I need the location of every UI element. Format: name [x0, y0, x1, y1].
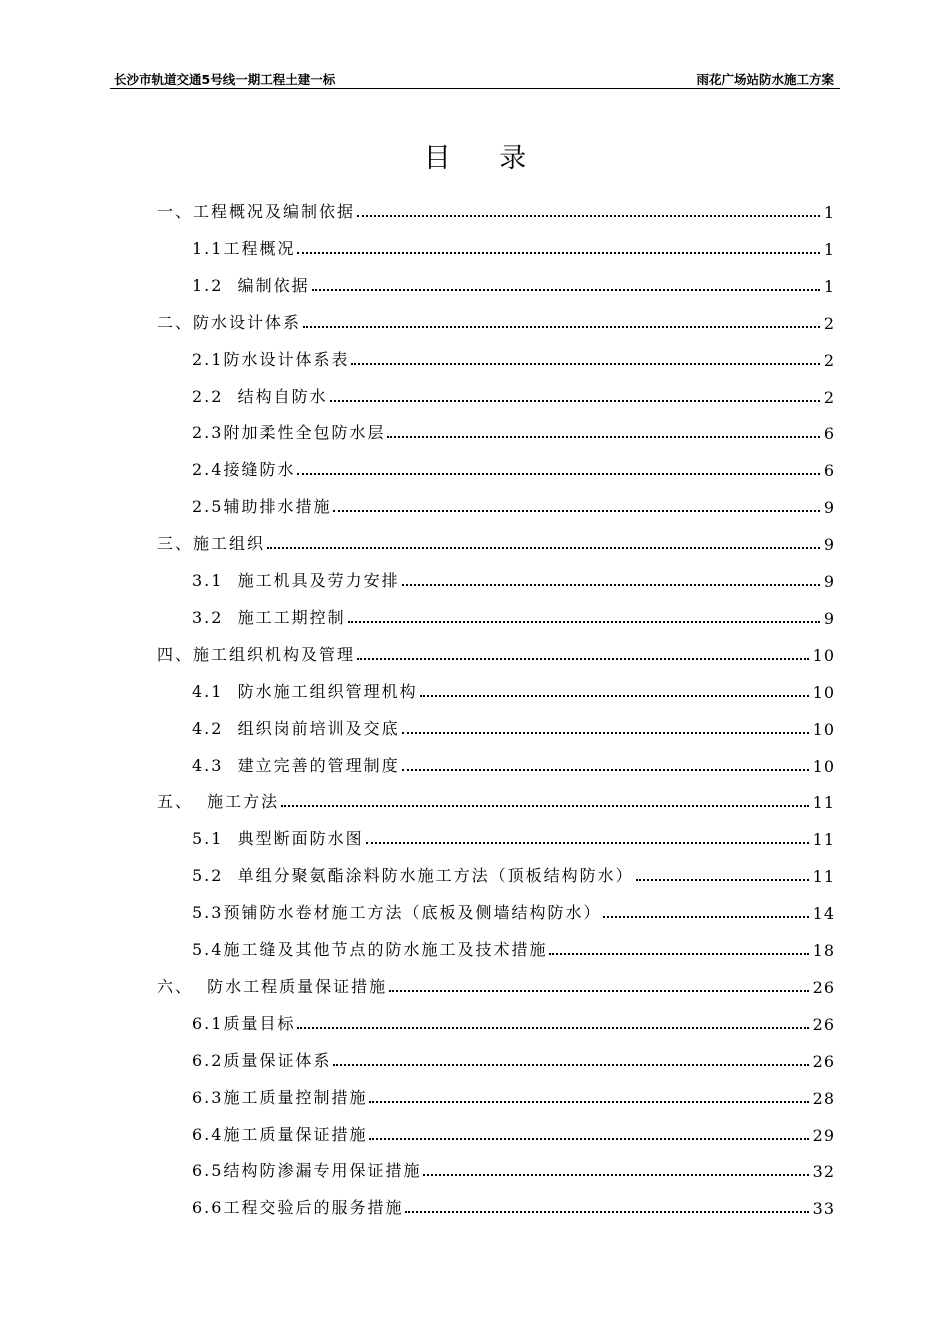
toc-dot-leader — [423, 1173, 808, 1176]
toc-dot-leader — [387, 435, 819, 438]
toc-entry[interactable] — [0, 752, 950, 776]
toc-entry-title: 4.3 建立完善的管理制度 — [192, 755, 400, 775]
toc-entry-title: 1.2 编制依据 — [192, 275, 310, 295]
toc-entry-page-number: 32 — [812, 1162, 835, 1182]
toc-dot-leader — [402, 583, 820, 586]
toc-entry[interactable] — [0, 715, 950, 739]
header-project-name: 长沙市轨道交通5号线一期工程土建一标 — [114, 72, 336, 87]
toc-entry-page-number: 10 — [812, 645, 835, 665]
toc-entry[interactable] — [0, 604, 950, 628]
toc-entry[interactable] — [0, 973, 950, 997]
toc-dot-leader — [402, 731, 809, 734]
toc-entry[interactable] — [0, 530, 950, 554]
toc-dot-leader — [351, 362, 819, 365]
toc-entry-title: 三、施工组织 — [157, 534, 266, 554]
toc-entry-title: 二、防水设计体系 — [157, 312, 302, 332]
toc-dot-leader — [312, 288, 820, 291]
toc-entry-title: 6.3施工质量控制措施 — [192, 1087, 368, 1107]
toc-entry-page-number: 1 — [823, 276, 835, 296]
toc-entry-page-number: 26 — [812, 977, 835, 997]
toc-entry-page-number: 9 — [823, 535, 835, 555]
toc-entry-page-number: 9 — [823, 572, 835, 591]
toc-entry-title: 6.6工程交验后的服务措施 — [192, 1198, 404, 1218]
toc-entry[interactable] — [0, 493, 950, 517]
toc-entry[interactable] — [0, 1010, 950, 1034]
toc-entry[interactable] — [0, 1047, 950, 1071]
toc-entry-title: 2.2 结构自防水 — [192, 386, 328, 406]
toc-entry-page-number: 1 — [823, 203, 835, 222]
toc-entry-title: 5.1 典型断面防水图 — [192, 829, 364, 849]
toc-entry[interactable] — [0, 419, 950, 443]
toc-entry[interactable] — [0, 899, 950, 923]
toc-entry-title: 6.1质量目标 — [192, 1013, 296, 1033]
toc-dot-leader — [369, 1100, 808, 1103]
toc-entry[interactable] — [0, 788, 950, 812]
toc-dot-leader — [603, 915, 808, 918]
toc-entry-page-number: 1 — [823, 239, 835, 259]
toc-entry-page-number: 14 — [812, 904, 835, 924]
toc-entry-page-number: 11 — [812, 830, 835, 850]
toc-dot-leader — [303, 325, 820, 328]
toc-entry-title: 2.5辅助排水措施 — [192, 497, 332, 517]
toc-entry[interactable] — [0, 567, 950, 591]
toc-entry-page-number: 11 — [812, 793, 835, 813]
toc-entry-title: 六、 防水工程质量保证措施 — [157, 976, 388, 996]
toc-entry[interactable] — [0, 1194, 950, 1218]
toc-entry-page-number: 10 — [812, 719, 835, 739]
toc-entry[interactable] — [0, 309, 950, 333]
toc-entry-page-number: 9 — [823, 608, 835, 628]
toc-entry-title: 2.3附加柔性全包防水层 — [192, 423, 386, 443]
toc-dot-leader — [389, 989, 808, 992]
toc-dot-leader — [297, 251, 819, 254]
toc-entry-page-number: 9 — [823, 498, 835, 518]
toc-entry-page-number: 2 — [823, 350, 835, 370]
toc-entry-page-number: 6 — [823, 424, 835, 444]
page-title: 目 录 — [423, 143, 547, 174]
toc-entry-page-number: 29 — [812, 1125, 835, 1145]
toc-entry-title: 6.5结构防渗漏专用保证措施 — [192, 1161, 422, 1181]
toc-entry-title: 6.4施工质量保证措施 — [192, 1124, 368, 1144]
toc-entry[interactable] — [0, 678, 950, 702]
toc-entry-page-number: 33 — [812, 1199, 835, 1219]
toc-dot-leader — [366, 841, 809, 844]
toc-entry[interactable] — [0, 825, 950, 849]
toc-dot-leader — [348, 620, 820, 623]
toc-entry-page-number: 26 — [812, 1051, 835, 1071]
toc-dot-leader — [402, 768, 809, 771]
toc-entry-title: 3.1 施工机具及劳力安排 — [192, 571, 400, 590]
toc-dot-leader — [297, 472, 819, 475]
toc-dot-leader — [369, 1137, 808, 1140]
toc-dot-leader — [357, 657, 809, 660]
toc-dot-leader — [297, 1026, 808, 1029]
toc-dot-leader — [267, 546, 820, 549]
toc-entry-title: 4.1 防水施工组织管理机构 — [192, 681, 418, 701]
toc-entry-page-number: 6 — [823, 461, 835, 481]
toc-entry-title: 1.1工程概况 — [192, 238, 296, 258]
toc-entry[interactable] — [0, 235, 950, 259]
toc-entry[interactable] — [0, 456, 950, 480]
toc-entry-title: 五、 施工方法 — [157, 792, 280, 812]
toc-entry-page-number: 28 — [812, 1088, 835, 1108]
toc-entry-title: 5.2 单组分聚氨酯涂料防水施工方法（顶板结构防水） — [192, 866, 634, 886]
toc-entry-page-number: 26 — [812, 1014, 835, 1034]
toc-entry-title: 四、施工组织机构及管理 — [157, 644, 356, 664]
toc-entry-page-number: 10 — [812, 756, 835, 776]
toc-entry-title: 一、工程概况及编制依据 — [157, 202, 356, 221]
toc-dot-leader — [281, 804, 808, 807]
toc-entry-title: 2.4接缝防水 — [192, 460, 296, 480]
toc-entry[interactable] — [0, 383, 950, 407]
toc-entry[interactable] — [0, 1084, 950, 1108]
toc-entry-title: 5.4施工缝及其他节点的防水施工及技术措施 — [192, 940, 548, 959]
toc-entry[interactable] — [0, 936, 950, 960]
toc-entry-title: 2.1防水设计体系表 — [192, 349, 350, 369]
toc-entry-page-number: 10 — [812, 682, 835, 702]
toc-entry-title: 6.2质量保证体系 — [192, 1050, 332, 1070]
header-document-name: 雨花广场站防水施工方案 — [696, 72, 834, 87]
toc-dot-leader — [333, 1063, 808, 1066]
toc-entry[interactable] — [0, 1157, 950, 1181]
toc-entry-title: 3.2 施工工期控制 — [192, 607, 346, 627]
toc-dot-leader — [549, 952, 808, 955]
toc-dot-leader — [636, 878, 809, 881]
toc-entry-title: 5.3预铺防水卷材施工方法（底板及侧墙结构防水） — [192, 903, 602, 923]
toc-entry[interactable] — [0, 1121, 950, 1145]
toc-dot-leader — [420, 694, 809, 697]
toc-dot-leader — [333, 509, 819, 512]
toc-dot-leader — [405, 1210, 808, 1213]
toc-entry-page-number: 2 — [823, 313, 835, 333]
toc-entry-page-number: 18 — [812, 941, 835, 960]
toc-entry-page-number: 2 — [823, 387, 835, 407]
toc-entry[interactable] — [0, 862, 950, 886]
toc-entry[interactable] — [0, 198, 950, 222]
toc-entry[interactable] — [0, 346, 950, 370]
toc-entry-page-number: 11 — [812, 867, 835, 887]
toc-dot-leader — [330, 399, 820, 402]
toc-entry-title: 4.2 组织岗前培训及交底 — [192, 718, 400, 738]
toc-entry[interactable] — [0, 272, 950, 296]
toc-entry[interactable] — [0, 641, 950, 665]
toc-dot-leader — [357, 214, 820, 217]
